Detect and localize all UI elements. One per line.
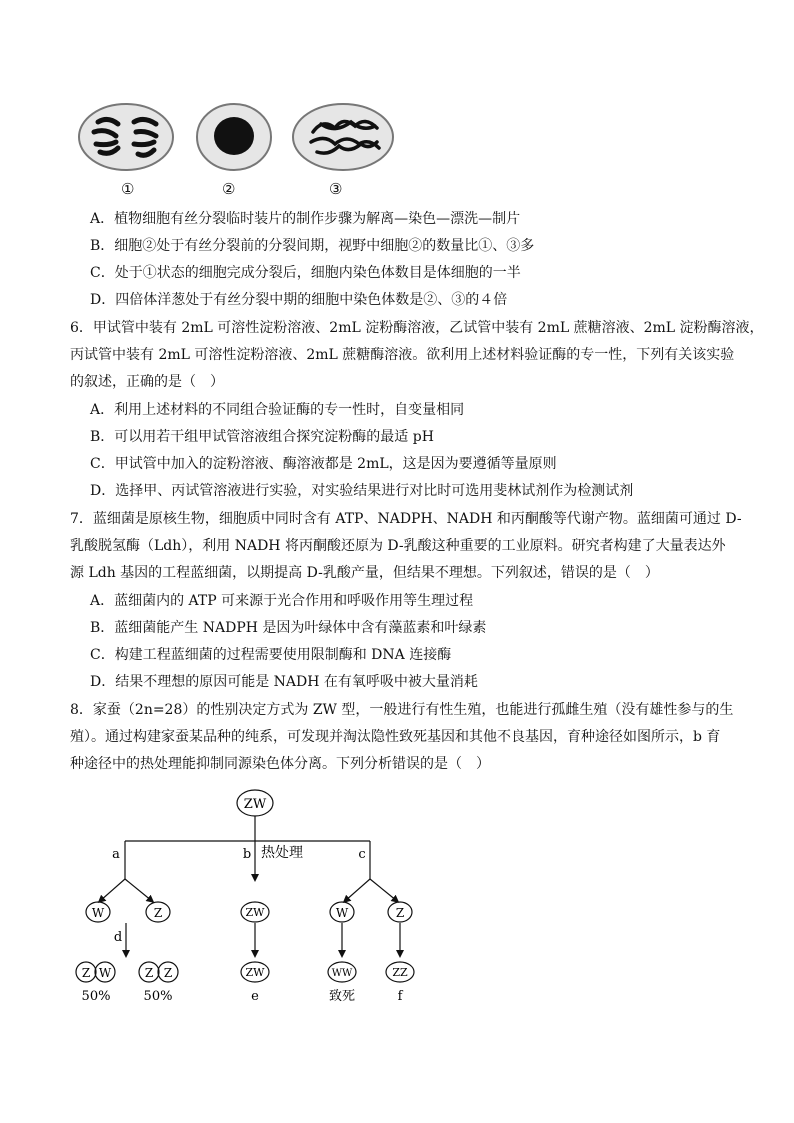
heat-treatment-label: 热处理 [261, 845, 303, 861]
branch-a-label: a [112, 847, 120, 862]
q6-stem-line-2: 丙试管中装有 2mL 可溶性淀粉溶液、2mL 蔗糖酶溶液。欲利用上述材料验证酶的专一性，下列有关该实验 [70, 347, 735, 363]
offspring-zz-z1: Z [144, 966, 154, 980]
q6-stem-line-3: 的叙述，正确的是（ ） [70, 374, 224, 390]
cell-label-3: ③ [329, 180, 343, 198]
cell-3-prophase-image [291, 100, 395, 172]
cell-label-1: ① [121, 180, 135, 198]
offspring-zw-w: W [98, 966, 112, 980]
node-b-zw: ZW [245, 906, 265, 919]
q6-option-b: B．可以用若干组甲试管溶液组合探究淀粉酶的最适 pH [90, 429, 434, 445]
label-e: e [251, 989, 259, 1004]
node-c-z: Z [395, 906, 405, 920]
q7-option-c: C．构建工程蓝细菌的过程需要使用限制酶和 DNA 连接酶 [90, 647, 452, 663]
q6-stem-line-1: 6．甲试管中装有 2mL 可溶性淀粉溶液、2mL 淀粉酶溶液，乙试管中装有 2mL 蔗糖溶液、2mL 淀粉酶溶液， [70, 320, 764, 336]
q8-stem-line-3: 种途径中的热处理能抑制同源染色体分离。下列分析错误的是（ ） [70, 756, 490, 772]
cell-1-metaphase-image [76, 100, 176, 172]
node-zz: ZZ [392, 966, 408, 979]
node-b-zw-offspring: ZW [245, 966, 265, 979]
percent-zw: 50% [81, 989, 111, 1004]
q8-stem-line-1: 8．家蚕（2n=28）的性别决定方式为 ZW 型，一般进行有性生殖，也能进行孤雌生殖（没有雄性参与的生 [70, 702, 734, 718]
percent-zz: 50% [143, 989, 173, 1004]
q5-option-a: A．植物细胞有丝分裂临时装片的制作步骤为解离—染色—漂洗—制片 [90, 211, 521, 227]
node-zw-parent-label: ZW [243, 797, 267, 812]
label-lethal: 致死 [328, 989, 356, 1004]
cell-micrographs [76, 100, 406, 198]
node-ww: WW [331, 968, 353, 979]
q7-stem-line-1: 7．蓝细菌是原核生物，细胞质中同时含有 ATP、NADPH、NADH 和丙酮酸等代谢产物。蓝细菌可通过 D- [70, 511, 742, 527]
q5-option-d: D．四倍体洋葱处于有丝分裂中期的细胞中染色体数是②、③的４倍 [90, 292, 508, 308]
node-a-z: Z [153, 906, 163, 920]
step-d-label: d [113, 930, 123, 945]
q7-stem-line-3: 源 Ldh 基因的工程蓝细菌，以期提高 D-乳酸产量，但结果不理想。下列叙述，错误的是（ ） [70, 565, 659, 581]
q6-option-a: A．利用上述材料的不同组合验证酶的专一性时，自变量相同 [90, 402, 465, 418]
q7-option-a: A．蓝细菌内的 ATP 可来源于光合作用和呼吸作用等生理过程 [90, 593, 474, 609]
label-f: f [397, 989, 403, 1004]
q6-option-d: D．选择甲、丙试管溶液进行实验，对实验结果进行对比时可选用斐林试剂作为检测试剂 [90, 483, 634, 499]
q7-stem-line-2: 乳酸脱氢酶（Ldh），利用 NADH 将丙酮酸还原为 D-乳酸这种重要的工业原料。研究者构建了大量表达外 [70, 538, 726, 554]
q6-option-c: C．甲试管中加入的淀粉溶液、酶溶液都是 2mL，这是因为要遵循等量原则 [90, 456, 557, 472]
q8-stem-line-2: 殖）。通过构建家蚕某品种的纯系，可发现并淘汰隐性致死基因和其他不良基因，育种途径如图所示，b 育 [70, 729, 721, 745]
offspring-zw-z: Z [81, 966, 91, 980]
offspring-zz-z2: Z [163, 966, 173, 980]
node-a-w: W [91, 906, 105, 920]
branch-c-label: c [358, 847, 366, 862]
q7-option-b: B．蓝细菌能产生 NADPH 是因为叶绿体中含有藻蓝素和叶绿素 [90, 620, 487, 636]
breeding-pathway-diagram [60, 785, 440, 1010]
node-c-w: W [335, 906, 349, 920]
q5-option-c: C．处于①状态的细胞完成分裂后，细胞内染色体数目是体细胞的一半 [90, 265, 521, 281]
q7-option-d: D．结果不理想的原因可能是 NADH 在有氧呼吸中被大量消耗 [90, 674, 478, 690]
branch-b-label: b [242, 847, 252, 862]
cell-2-interphase-image [194, 100, 274, 172]
cell-label-2: ② [222, 180, 236, 198]
q5-option-b: B．细胞②处于有丝分裂前的分裂间期，视野中细胞②的数量比①、③多 [90, 238, 535, 254]
